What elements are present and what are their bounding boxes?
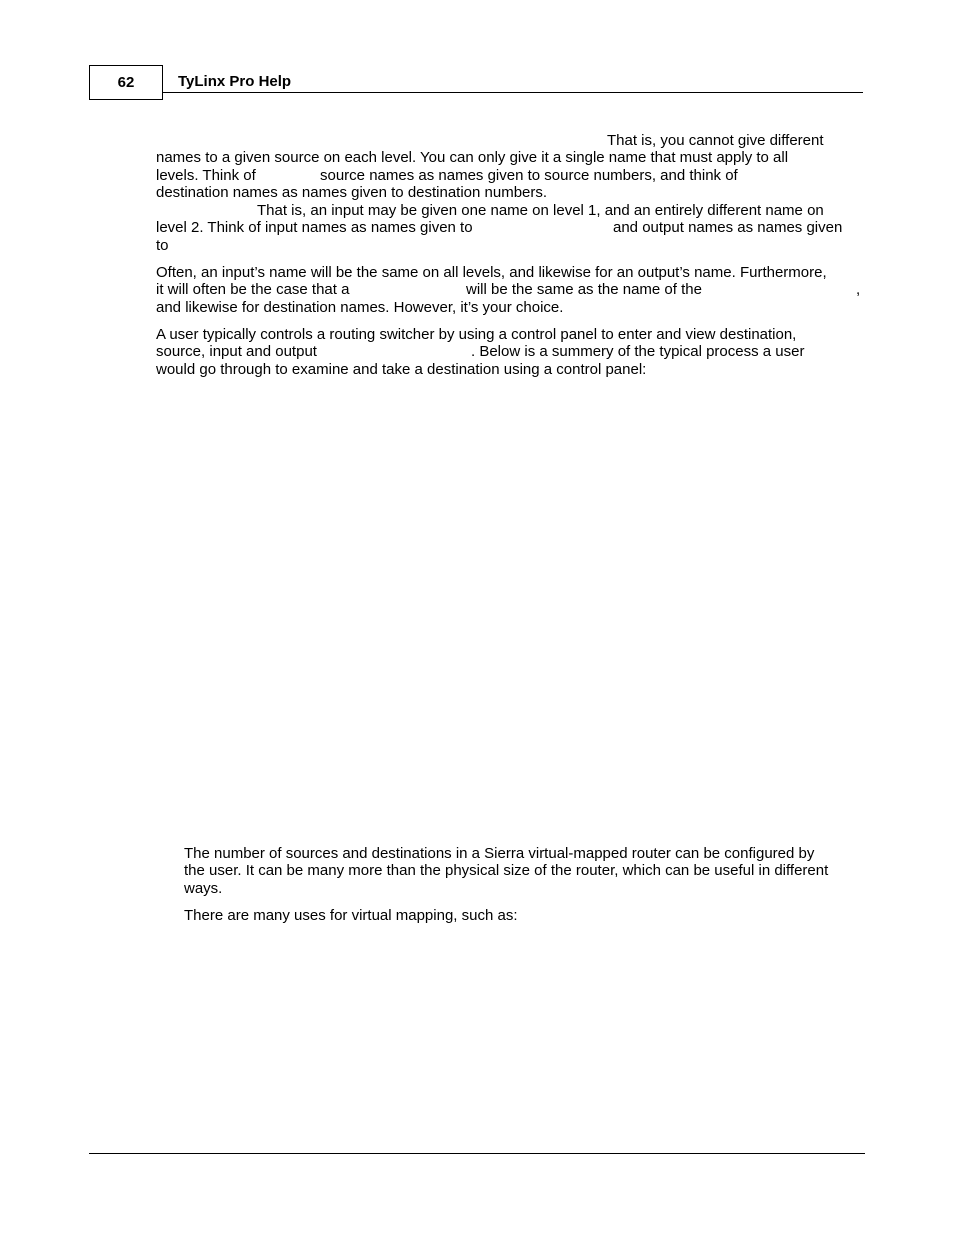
text-line: Often, an input’s name will be the same on all levels, and likewise for an output’s name. Furthermore,: [156, 264, 827, 281]
text-line: A user typically controls a routing switcher by using a control panel to enter and view destination,: [156, 326, 797, 343]
text-line: ways.: [184, 880, 223, 897]
text-line: That is, an input may be given one name on level 1, and an entirely different name on: [257, 202, 824, 219]
text-line: ,: [856, 281, 861, 298]
header-rule: [163, 92, 863, 93]
text-line: it will often be the case that a: [156, 281, 350, 298]
text-line: . Below is a summery of the typical process a user: [471, 343, 805, 360]
text-line: and likewise for destination names. However, it’s your choice.: [156, 299, 564, 316]
footer-rule: [89, 1153, 865, 1154]
text-line: destination names as names given to destination numbers.: [156, 184, 548, 201]
text-line: level 2. Think of input names as names given to: [156, 219, 473, 236]
text-line: levels. Think of: [156, 167, 256, 184]
text-line: and output names as names given: [613, 219, 843, 236]
text-line: source, input and output: [156, 343, 317, 360]
text-line: There are many uses for virtual mapping, such as:: [184, 907, 518, 924]
text-line: That is, you cannot give different: [607, 132, 824, 149]
page-number: 62: [89, 65, 163, 100]
text-line: the user. It can be many more than the physical size of the router, which can be useful in different: [184, 862, 829, 879]
text-line: source names as names given to source numbers, and think of: [320, 167, 738, 184]
text-line: The number of sources and destinations in a Sierra virtual-mapped router can be configured by: [184, 845, 815, 862]
header-title: TyLinx Pro Help: [178, 73, 292, 90]
text-line: to: [156, 237, 169, 254]
text-line: will be the same as the name of the: [466, 281, 702, 298]
text-line: would go through to examine and take a destination using a control panel:: [156, 361, 647, 378]
text-line: names to a given source on each level. You can only give it a single name that must apply to all: [156, 149, 789, 166]
